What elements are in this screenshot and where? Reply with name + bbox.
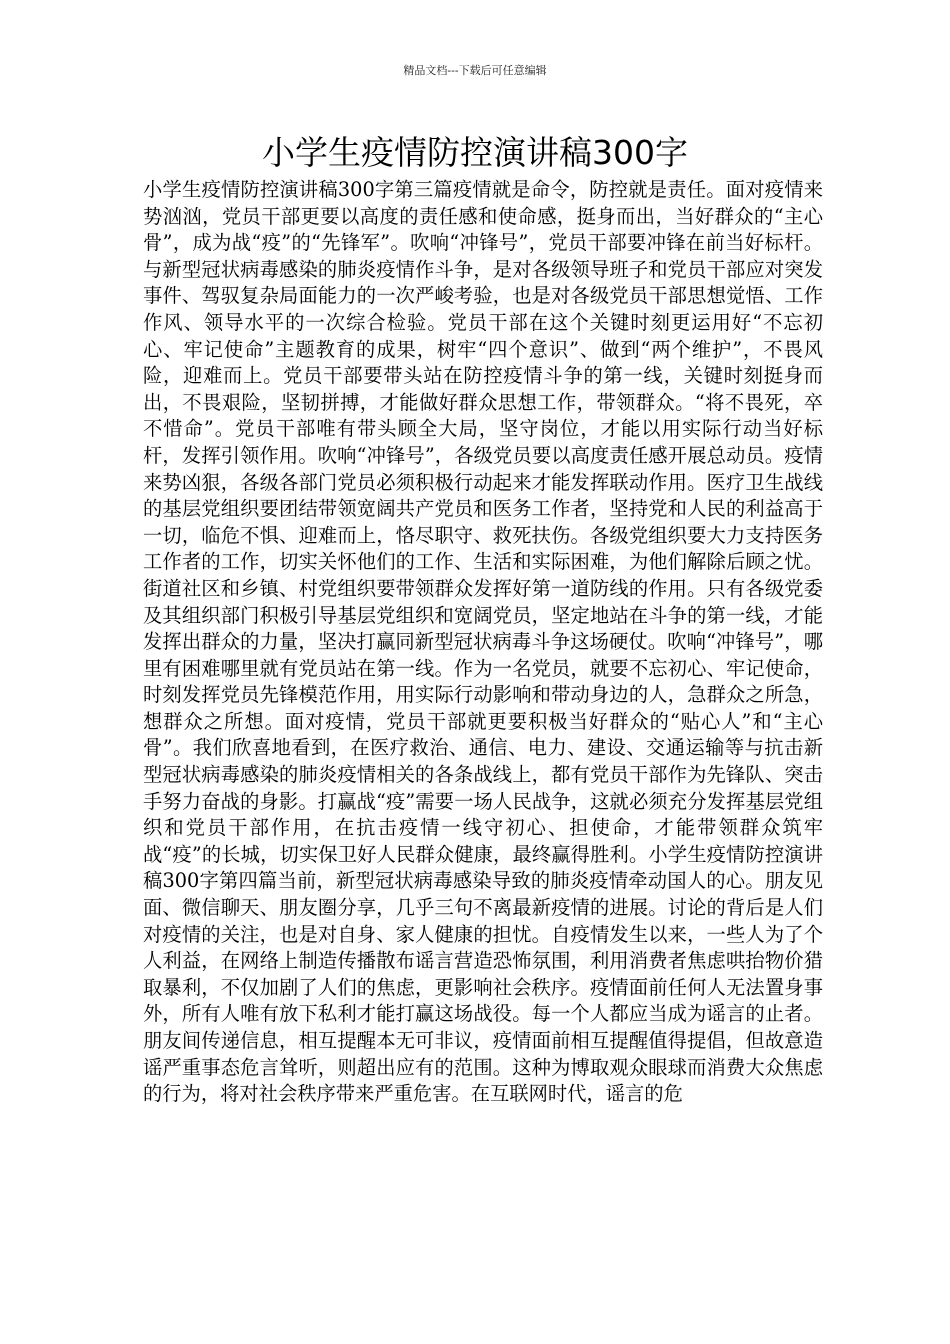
document-title: 小学生疫情防控演讲稿300字 [262,133,688,172]
page-header: 精品文档---下载后可任意编辑 [403,64,547,77]
document-body: 小学生疫情防控演讲稿300字第三篇疫情就是命令，防控就是责任。面对疫情来势汹汹，党员干部更要以高度的责任感和使命感，挺身而出，当好群众的“主心骨”，成为战“疫”的“先锋军”。吹响“冲锋号”，党员干部要冲锋在前当好标杆。与新型冠状病毒感染的肺炎疫情作斗争，是对各级领导班子和党员干部应对突发事件、驾驭复杂局面能力的一次严峻考验，也是对各级党员干部思想觉悟、工作作风、领导水平的一次综合检验。党员干部在这个关键时刻更运用好“不忘初心、牢记使命”主题教育的成果，树牢“四个意识”、做到“两个维护”，不畏风险，迎难而上。党员干部要带头站在防控疫情斗争的第一线，关键时刻挺身而出，不畏艰险，坚韧拼搏，才能做好群众思想工作，带领群众。“将不畏死，卒不惜命”。党员干部唯有带头顾全大局，坚守岗位，才能以用实际行动当好标杆，发挥引领作用。吹响“冲锋号”，各级党员要以高度责任感开展总动员。疫情来势凶狠，各级各部门党员必须积极行动起来才能发挥联动作用。医疗卫生战线的基层党组织要团结带领宽阔共产党员和医务工作者，坚持党和人民的利益高于一切，临危不惧、迎难而上，恪尽职守、救死扶伤。各级党组织要大力支持医务工作者的工作，切实关怀他们的工作、生活和实际困难，为他们解除后顾之忧。街道社区和乡镇、村党组织要带领群众发挥好第一道防线的作用。只有各级党委及其组织部门积极引导基层党组织和宽阔党员，坚定地站在斗争的第一线，才能发挥出群众的力量，坚决打赢同新型冠状病毒斗争这场硬仗。吹响“冲锋号”，哪里有困难哪里就有党员站在第一线。作为一名党员，就要不忘初心、牢记使命，时刻发挥党员先锋模范作用，用实际行动影响和带动身边的人，急群众之所急，想群众之所想。面对疫情，党员干部就更要积极当好群众的“贴心人”和“主心骨”。我们欣喜地看到，在医疗救治、通信、电力、建设、交通运输等与抗击新型冠状病毒感染的肺炎疫情相关的各条战线上，都有党员干部作为先锋队、突击手努力奋战的身影。打赢战“疫”需要一场人民战争，这就必须充分发挥基层党组织和党员干部作用，在抗击疫情一线守初心、担使命，才能带领群众筑牢战“疫”的长城，切实保卫好人民群众健康，最终赢得胜利。小学生疫情防控演讲稿300字第四篇当前，新型冠状病毒感染导致的肺炎疫情牵动国人的心。朋友见面、微信聊天、朋友圈分享，几乎三句不离最新疫情的进展。讨论的背后是人们对疫情的关注，也是对自身、家人健康的担忧。自疫情发生以来，一些人为了个人利益，在网络上制造传播散布谣言营造恐怖氛围，利用消费者焦虑哄抬物价猎取暴利，不仅加剧了人们的焦虑，更影响社会秩序。疫情面前任何人无法置身事外，所有人唯有放下私利才能打赢这场战役。每一个人都应当成为谣言的止者。朋友间传递信息，相互提醒本无可非议，疫情面前相互提醒值得提倡，但故意造谣严重事态危言耸听，则超出应有的范围。这种为博取观众眼球而消费大众焦虑的行为，将对社会秩序带来严重危害。在互联网时代，谣言的危 [143,178,823,1106]
